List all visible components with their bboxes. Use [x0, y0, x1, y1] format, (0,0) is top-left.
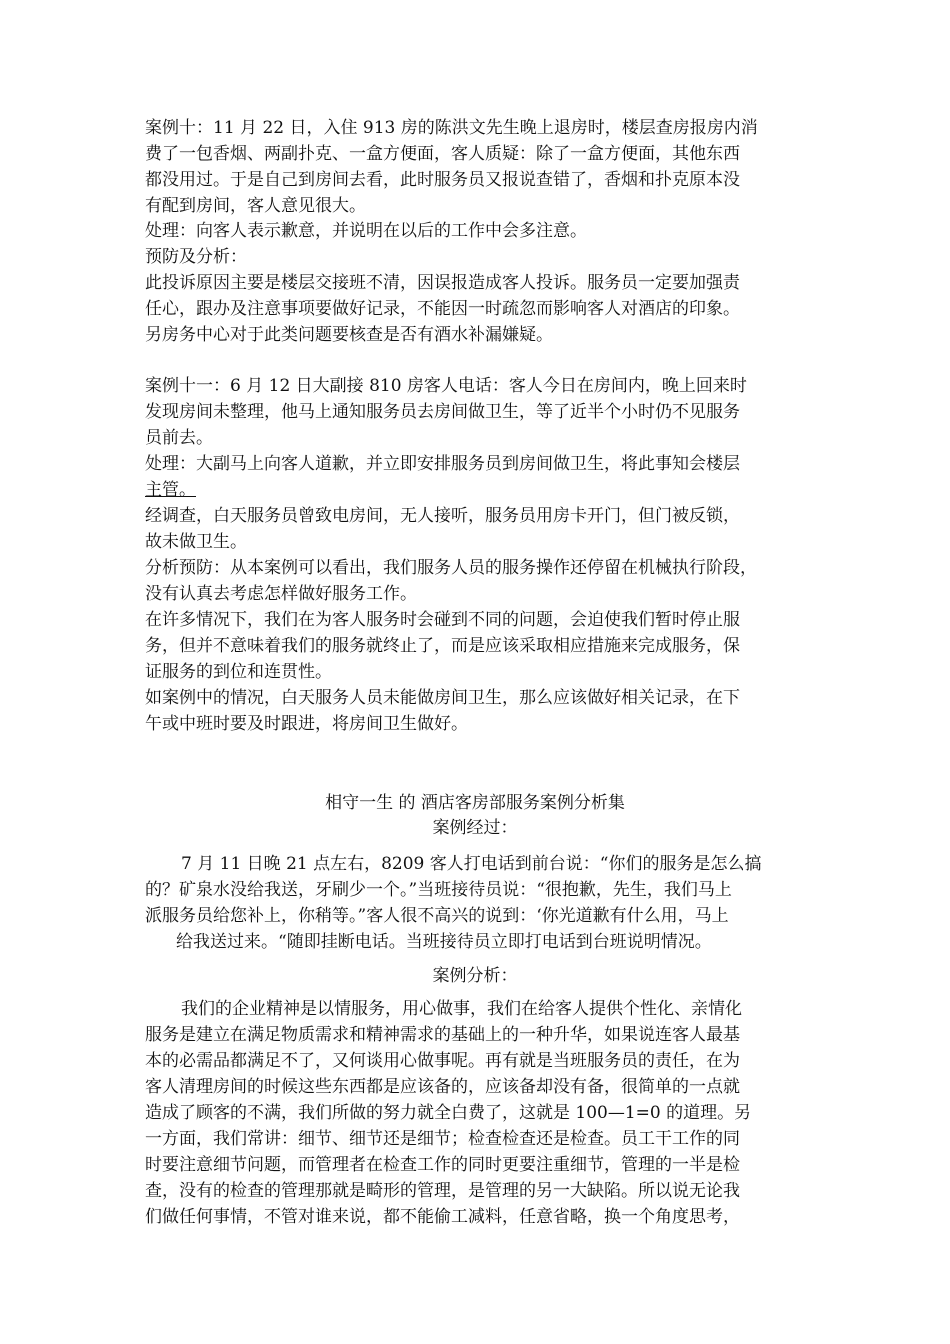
case10-line-4: 有配到房间，客人意见很大。 [145, 196, 366, 216]
case11-line-4: 处理：大副马上向客人道歉，并立即安排服务员到房间做卫生，将此事知会楼层 [145, 454, 740, 474]
para2-line-9: 们做任何事情，不管对谁来说，都不能偷工减料，任意省略，换一个角度思考， [145, 1207, 740, 1227]
case10-line-6: 预防及分析： [145, 247, 247, 267]
para2-line-8: 查，没有的检查的管理那就是畸形的管理，是管理的另一大缺陷。所以说无论我 [145, 1181, 740, 1201]
para2-line-1: 我们的企业精神是以情服务，用心做事，我们在给客人提供个性化、亲情化 [181, 999, 742, 1019]
case11-line-13: 如案例中的情况，白天服务人员未能做房间卫生，那么应该做好相关记录，在下 [145, 688, 740, 708]
para1-line-2: 的？矿泉水没给我送，牙刷少一个。”当班接待员说：“很抱歉，先生，我们马上 [145, 880, 732, 900]
case10-line-3: 都没用过。于是自己到房间去看，此时服务员又报说查错了，香烟和扑克原本没 [145, 170, 740, 190]
case10-line-2: 费了一包香烟、两副扑克、一盒方便面，客人质疑：除了一盒方便面，其他东西 [145, 144, 740, 164]
case10-line-1: 案例十：11 月 22 日，入住 913 房的陈洪文先生晚上退房时，楼层查房报房内消 [145, 118, 758, 138]
section-title: 相守一生 的 酒店客房部服务案例分析集 [325, 793, 625, 813]
case10-line-7: 此投诉原因主要是楼层交接班不清，因误报造成客人投诉。服务员一定要加强责 [145, 273, 740, 293]
case11-line-6: 经调查，白天服务员曾致电房间，无人接听，服务员用房卡开门，但门被反锁， [145, 506, 740, 526]
para2-line-3: 本的必需品都满足不了，又何谈用心做事呢。再有就是当班服务员的责任，在为 [145, 1051, 740, 1071]
case11-line-7: 故未做卫生。 [145, 532, 247, 552]
case10-line-5: 处理：向客人表示歉意，并说明在以后的工作中会多注意。 [145, 221, 587, 241]
case11-line-1: 案例十一：6 月 12 日大副接 810 房客人电话：客人今日在房间内，晚上回来时 [145, 376, 747, 396]
para2-line-6: 一方面，我们常讲：细节、细节还是细节；检查检查还是检查。员工干工作的同 [145, 1129, 740, 1149]
case11-line-5: 主管。 [145, 480, 196, 500]
section-subtitle-process: 案例经过： [432, 818, 518, 838]
para1-line-3: 派服务员给您补上，你稍等。”客人很不高兴的说到：‘你光道歉有什么用，马上 [145, 906, 729, 926]
case11-line-3: 员前去。 [145, 428, 213, 448]
case11-line-8: 分析预防：从本案例可以看出，我们服务人员的服务操作还停留在机械执行阶段， [145, 558, 757, 578]
section-subtitle-analysis: 案例分析： [432, 966, 518, 986]
case11-line-9: 没有认真去考虑怎样做好服务工作。 [145, 584, 417, 604]
para2-line-2: 服务是建立在满足物质需求和精神需求的基础上的一种升华，如果说连客人最基 [145, 1025, 740, 1045]
para2-line-4: 客人清理房间的时候这些东西都是应该备的，应该备却没有备，很简单的一点就 [145, 1077, 740, 1097]
case11-line-10: 在许多情况下，我们在为客人服务时会碰到不同的问题，会迫使我们暂时停止服 [145, 610, 740, 630]
case10-line-9: 另房务中心对于此类问题要核查是否有酒水补漏嫌疑。 [145, 325, 553, 345]
para2-line-5: 造成了顾客的不满，我们所做的努力就全白费了，这就是 100—1=0 的道理。另 [145, 1103, 752, 1123]
case11-line-14: 午或中班时要及时跟进，将房间卫生做好。 [145, 714, 468, 734]
case11-line-12: 证服务的到位和连贯性。 [145, 662, 332, 682]
para1-line-1: 7 月 11 日晚 21 点左右，8209 客人打电话到前台说：“你们的服务是怎么搞 [181, 854, 762, 874]
case11-line-2: 发现房间未整理，他马上通知服务员去房间做卫生，等了近半个小时仍不见服务 [145, 402, 740, 422]
case11-line-11: 务，但并不意味着我们的服务就终止了，而是应该采取相应措施来完成服务，保 [145, 636, 740, 656]
case10-line-8: 任心，跟办及注意事项要做好记录，不能因一时疏忽而影响客人对酒店的印象。 [145, 299, 740, 319]
para2-line-7: 时要注意细节问题，而管理者在检查工作的同时更要注重细节，管理的一半是检 [145, 1155, 740, 1175]
para1-line-4: 给我送过来。“随即挂断电话。当班接待员立即打电话到台班说明情况。 [176, 932, 712, 952]
